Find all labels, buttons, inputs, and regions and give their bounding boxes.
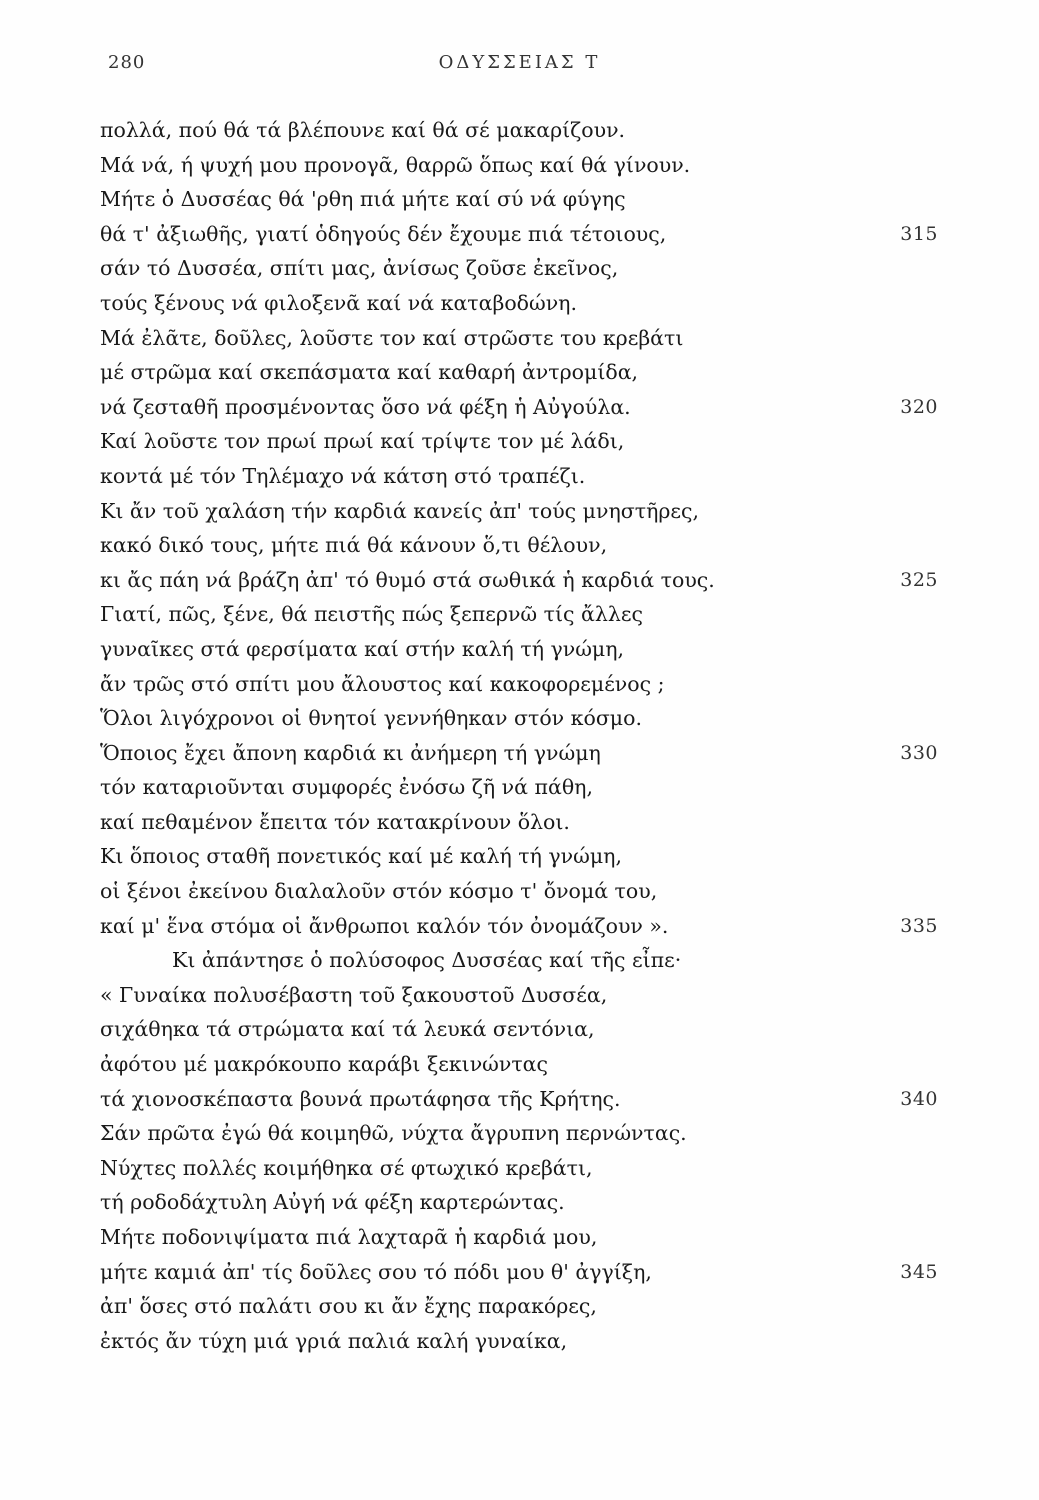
line-number: 340	[900, 1087, 938, 1110]
verse-line-text: μήτε καμιά ἀπ' τίς δοῦλες σου τό πόδι μου θ' ἀγγίξη,	[100, 1259, 652, 1284]
verse-line-text: οἱ ξένοι ἐκείνου διαλαλοῦν στόν κόσμο τ' ὄνομά του,	[100, 879, 658, 904]
verse-line-text: Μά ἐλᾶτε, δοῦλες, λοῦστε τον καί στρῶστε του κρεβάτι	[100, 325, 684, 350]
page-header	[0, 52, 1039, 82]
verse-line-text: Σάν πρῶτα ἐγώ θά κοιμηθῶ, νύχτα ἄγρυπνη περνώντας.	[100, 1121, 687, 1146]
line-number: 345	[900, 1260, 938, 1283]
verse-line	[100, 1047, 960, 1082]
verse-line-text: Γιατί, πῶς, ξένε, θά πειστῆς πώς ξεπερνῶ τίς ἄλλες	[100, 602, 643, 627]
verse-line-text: πολλά, πού θά τά βλέπουνε καί θά σέ μακαρίζουν.	[100, 118, 626, 142]
verse-line-text: νά ζεσταθῆ προσμένοντας ὅσο νά φέξη ἡ Αὐγούλα.	[100, 394, 631, 419]
verse-line	[100, 943, 960, 978]
verse-line-text: κι ἄς πάη νά βράζη ἀπ' τό θυμό στά σωθικά ἡ καρδιά τους.	[100, 567, 715, 592]
verse-line	[100, 424, 960, 459]
verse-line-text: θά τ' ἀξιωθῆς, γιατί ὁδηγούς δέν ἔχουμε πιά τέτοιους,	[100, 221, 667, 246]
verse-line-text: Ὅλοι λιγόχρονοι οἱ θνητοί γεννήθηκαν στόν κόσμο.	[100, 706, 642, 731]
verse-line	[100, 528, 960, 563]
verse-line	[100, 736, 960, 771]
verse-line-text: Ὅποιος ἔχει ἄπονη καρδιά κι ἀνήμερη τή γνώμη	[100, 740, 601, 765]
verse-line-text: Κι ἄν τοῦ χαλάση τήν καρδιά κανείς ἀπ' τούς μνηστῆρες,	[100, 498, 700, 523]
verse-line	[100, 494, 960, 529]
running-title: ΟΔΥΣΣΕΙΑΣ Τ	[438, 52, 601, 73]
verse-line-text: καί μ' ἕνα στόμα οἱ ἄνθρωποι καλόν τόν ὀνομάζουν ».	[100, 913, 669, 938]
line-number: 315	[900, 222, 938, 245]
verse-line	[100, 701, 960, 736]
verse-line-text: Μήτε ὁ Δυσσέας θά 'ρθη πιά μήτε καί σύ νά φύγης	[100, 187, 626, 212]
verse-line	[100, 874, 960, 909]
verse-line	[100, 1012, 960, 1047]
verse-line	[100, 770, 960, 805]
verse-line	[100, 1185, 960, 1220]
verse-line-text: ἀπ' ὅσες στό παλάτι σου κι ἄν ἔχης παρακόρες,	[100, 1294, 597, 1319]
verse-line	[100, 632, 960, 667]
verse-line	[100, 459, 960, 494]
verse-line	[100, 1289, 960, 1324]
verse-line	[100, 1116, 960, 1151]
line-number: 330	[900, 741, 938, 764]
verse-line-text: Καί λοῦστε τον πρωί πρωί καί τρίψτε τον μέ λάδι,	[100, 429, 625, 454]
line-number: 335	[900, 914, 938, 937]
verse-line	[100, 805, 960, 840]
verse-line	[100, 1255, 960, 1290]
verse-line-text: Μήτε ποδονιψίματα πιά λαχταρᾶ ἡ καρδιά μου,	[100, 1225, 598, 1249]
verse-line	[100, 251, 960, 286]
verse-line	[100, 667, 960, 702]
verse-line	[100, 1324, 960, 1359]
verse-line-text: γυναῖκες στά φερσίματα καί στήν καλή τή γνώμη,	[100, 636, 625, 661]
verse-line-text: « Γυναίκα πολυσέβαστη τοῦ ξακουστοῦ Δυσσέα,	[100, 982, 608, 1007]
verse-line-text: κοντά μέ τόν Τηλέμαχο νά κάτση στό τραπέζι.	[100, 463, 586, 488]
verse-line	[100, 978, 960, 1013]
verse-line	[100, 355, 960, 390]
verse-line	[100, 113, 960, 148]
line-number: 325	[900, 568, 938, 591]
verse-line	[100, 1151, 960, 1186]
verse-line-text: τόν καταριοῦνται συμφορές ἐνόσω ζῆ νά πάθη,	[100, 775, 593, 800]
verse-line	[100, 597, 960, 632]
verse-line	[100, 1082, 960, 1117]
verse-line-text: τά χιονοσκέπαστα βουνά πρωτάφησα τῆς Κρήτης.	[100, 1086, 621, 1111]
verse-line	[100, 321, 960, 356]
verse-line-text: σιχάθηκα τά στρώματα καί τά λευκά σεντόνια,	[100, 1017, 595, 1042]
verse-body	[100, 113, 960, 1358]
verse-line-text: ἀφότου μέ μακρόκουπο καράβι ξεκινώντας	[100, 1052, 549, 1077]
verse-line-text: τή ροδοδάχτυλη Αὐγή νά φέξη καρτερώντας.	[100, 1190, 565, 1215]
verse-line-text: μέ στρῶμα καί σκεπάσματα καί καθαρή ἀντρομίδα,	[100, 360, 639, 385]
verse-line-text: Νύχτες πολλές κοιμήθηκα σέ φτωχικό κρεβάτι,	[100, 1155, 593, 1180]
verse-line-text: ἐκτός ἄν τύχη μιά γριά παλιά καλή γυναίκα,	[100, 1328, 568, 1353]
verse-line	[100, 839, 960, 874]
verse-line	[100, 182, 960, 217]
page-number: 280	[108, 52, 146, 73]
verse-line	[100, 217, 960, 252]
verse-line	[100, 286, 960, 321]
verse-line-text: Κι ὅποιος σταθῆ πονετικός καί μέ καλή τή γνώμη,	[100, 844, 622, 869]
verse-line	[100, 148, 960, 183]
verse-line-text: κακό δικό τους, μήτε πιά θά κάνουν ὅ,τι θέλουν,	[100, 533, 608, 558]
verse-line	[100, 1220, 960, 1255]
verse-line	[100, 909, 960, 944]
verse-line-text: Μά νά, ή ψυχή μου προνογᾶ, θαρρῶ ὅπως καί θά γίνουν.	[100, 152, 691, 177]
verse-line-text: Κι ἀπάντησε ὁ πολύσοφος Δυσσέας καί τῆς εἶπε·	[172, 948, 682, 973]
verse-line-text: καί πεθαμένον ἔπειτα τόν κατακρίνουν ὅλοι.	[100, 809, 570, 834]
verse-line-text: τούς ξένους νά φιλοξενᾶ καί νά καταβοδώνη.	[100, 290, 577, 315]
verse-line-text: σάν τό Δυσσέα, σπίτι μας, ἀνίσως ζοῦσε ἐκεῖνος,	[100, 256, 619, 281]
verse-line-text: ἄν τρῶς στό σπίτι μου ἄλουστος καί κακοφορεμένος ;	[100, 671, 665, 696]
verse-line	[100, 390, 960, 425]
verse-line	[100, 563, 960, 598]
line-number: 320	[900, 395, 938, 418]
